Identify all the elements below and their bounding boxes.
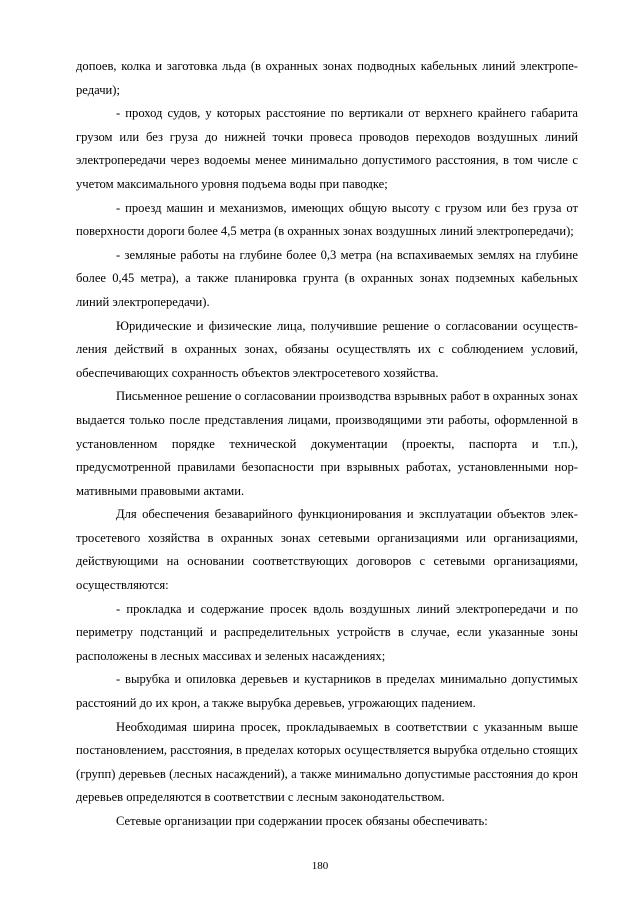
paragraph-continuation: допоев, колка и заготовка льда (в охранных зонах подводных кабельных линий электропередачи); <box>76 59 578 97</box>
list-item-clearings: - прокладка и содержание просек вдоль воздушных линий электропередачи и по периметру подстанций и распределительных устройств в случае, если указанные зоны расположены в лесных массивах и зеленых насаждениях; <box>76 601 578 663</box>
list-item-vehicles: - проезд машин и механизмов, имеющих общую высоту с грузом или без груза от поверхности дороги более 4,5 метра (в охранных зонах воздушных линий электропередачи); <box>76 200 578 239</box>
page-number: 180 <box>311 860 329 872</box>
paragraph-legal-entities: Юридические и физические лица, получившие решение о согласовании осуществления действий в охранных зонах, обязаны осуществлять их с соблюдением условий, обеспечивающих сохранность объектов электросетевого хозяйства. <box>76 318 578 380</box>
paragraph-obligations: Сетевые организации при содержании просек обязаны обеспечивать: <box>116 814 488 828</box>
paragraph-clearing-width: Необходимая ширина просек, прокладываемых в соответствии с указанным выше постановлением, расстояния, в пределах которых осуществляется вырубка отдельно стоящих (групп) деревьев (лесных насаждений), а также минимально допустимые расстояния до крон деревьев определяются в соответствии с лесным законодательством. <box>76 719 578 805</box>
list-item-tree-cutting: - вырубка и опиловка деревьев и кустарников в пределах минимально допустимых расстояний до их крон, а также вырубка деревьев, угрожающих падением. <box>76 672 578 711</box>
list-item-vessels: - проход судов, у которых расстояние по вертикали от верхнего крайнего габарита грузом или без груза до нижней точки провеса проводов переходов воздушных линий электропередачи через водоемы менее минимально допустимого расстояния, в том числе с учетом максимального уровня подъема воды при паводке; <box>76 106 578 191</box>
document-body <box>76 55 578 834</box>
list-item-earthworks: - земляные работы на глубине более 0,3 метра (на вспахиваемых землях на глубине более 0,45 метра), а также планировка грунта (в охранных зонах подземных кабельных линий электропередачи). <box>76 247 578 309</box>
paragraph-blasting-permit: Письменное решение о согласовании производства взрывных работ в охранных зонах выдается только после представления лицами, производящими эти работы, оформленной в установленном порядке технической документации (проекты, паспорта и т.п.), предусмотренной правилами безопасности при взрывных работах, установленными нормативными правовыми актами. <box>76 389 578 498</box>
paragraph-network-organizations: Для обеспечения безаварийного функционирования и эксплуатации объектов электросетевого хозяйства в охранных зонах сетевыми организациями или организациями, действующими на основании соответствующих договоров с сетевыми организациями, осуществляются: <box>76 507 578 593</box>
